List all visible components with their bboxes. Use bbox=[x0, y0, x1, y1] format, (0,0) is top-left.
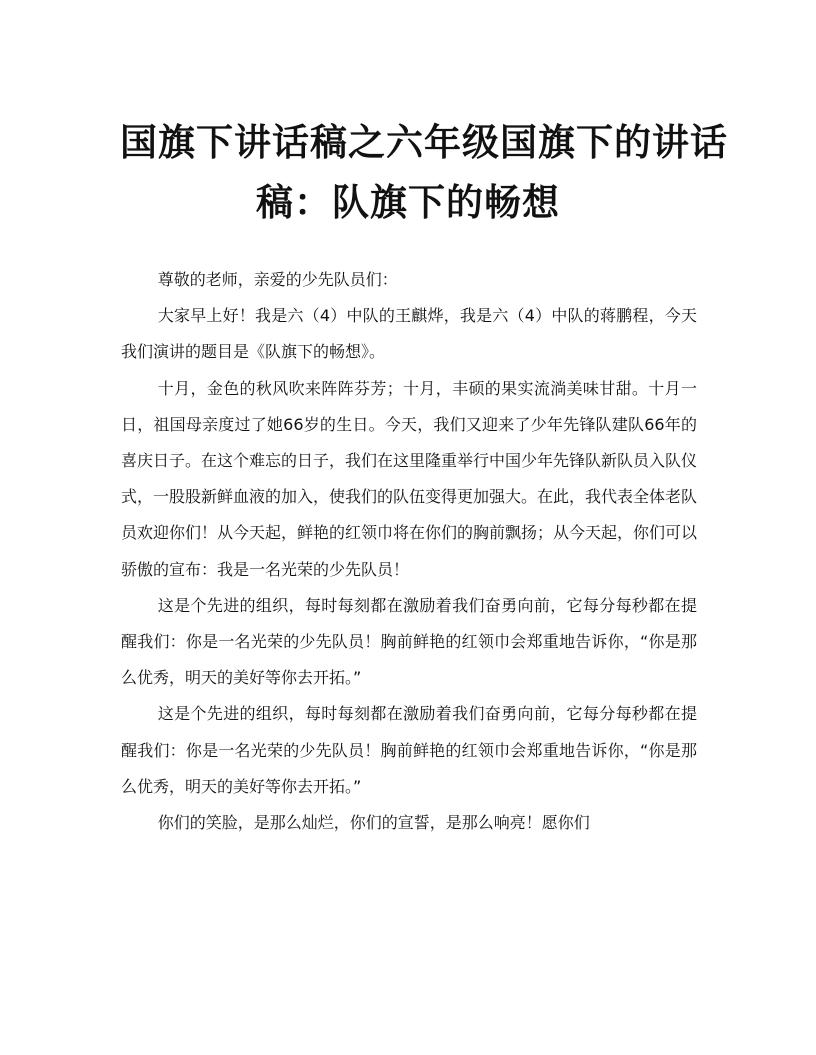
document-title-line-1: 国旗下讲话稿之六年级国旗下的讲话 bbox=[120, 120, 728, 164]
paragraph-organization-2: 这是个先进的组织，每时每刻都在激励着我们奋勇向前，它每分每秒都在提醒我们：你是一名光荣的少先队员！胸前鲜艳的红领巾会郑重地告诉你，“你是那么优秀，明天的美好等你去开拓。” bbox=[121, 704, 697, 796]
paragraph-october: 十月，金色的秋风吹来阵阵芬芳；十月，丰硕的果实流淌美味甘甜。十月一日，祖国母亲度过了她66岁的生日。今天，我们又迎来了少年先锋队建队66年的喜庆日子。在这个难忘的日子，我们在这里隆重举行中国少年先锋队新队员入队仪式，一股股新鲜血液的加入，使我们的队伍变得更加强大。在此，我代表全体老队员欢迎你们！从今天起，鲜艳的红领巾将在你们的胸前飘扬；从今天起，你们可以骄傲的宣布：我是一名光荣的少先队员！ bbox=[121, 378, 698, 579]
paragraph-organization-1: 这是个先进的组织，每时每刻都在激励着我们奋勇向前，它每分每秒都在提醒我们：你是一名光荣的少先队员！胸前鲜艳的红领巾会郑重地告诉你，“你是那么优秀，明天的美好等你去开拓。” bbox=[121, 595, 697, 688]
document-title-line-2: 稿：队旗下的畅想 bbox=[256, 180, 560, 224]
paragraph-introduction: 大家早上好！我是六（4）中队的王麒烨，我是六（4）中队的蒋鹏程，今天我们演讲的题目是《队旗下的畅想》。 bbox=[121, 306, 697, 362]
document-body bbox=[121, 262, 697, 841]
paragraph-closing: 你们的笑脸，是那么灿烂，你们的宣誓，是那么响亮！愿你们 bbox=[157, 813, 590, 833]
paragraph-greeting: 尊敬的老师，亲爱的少先队员们： bbox=[157, 270, 398, 289]
